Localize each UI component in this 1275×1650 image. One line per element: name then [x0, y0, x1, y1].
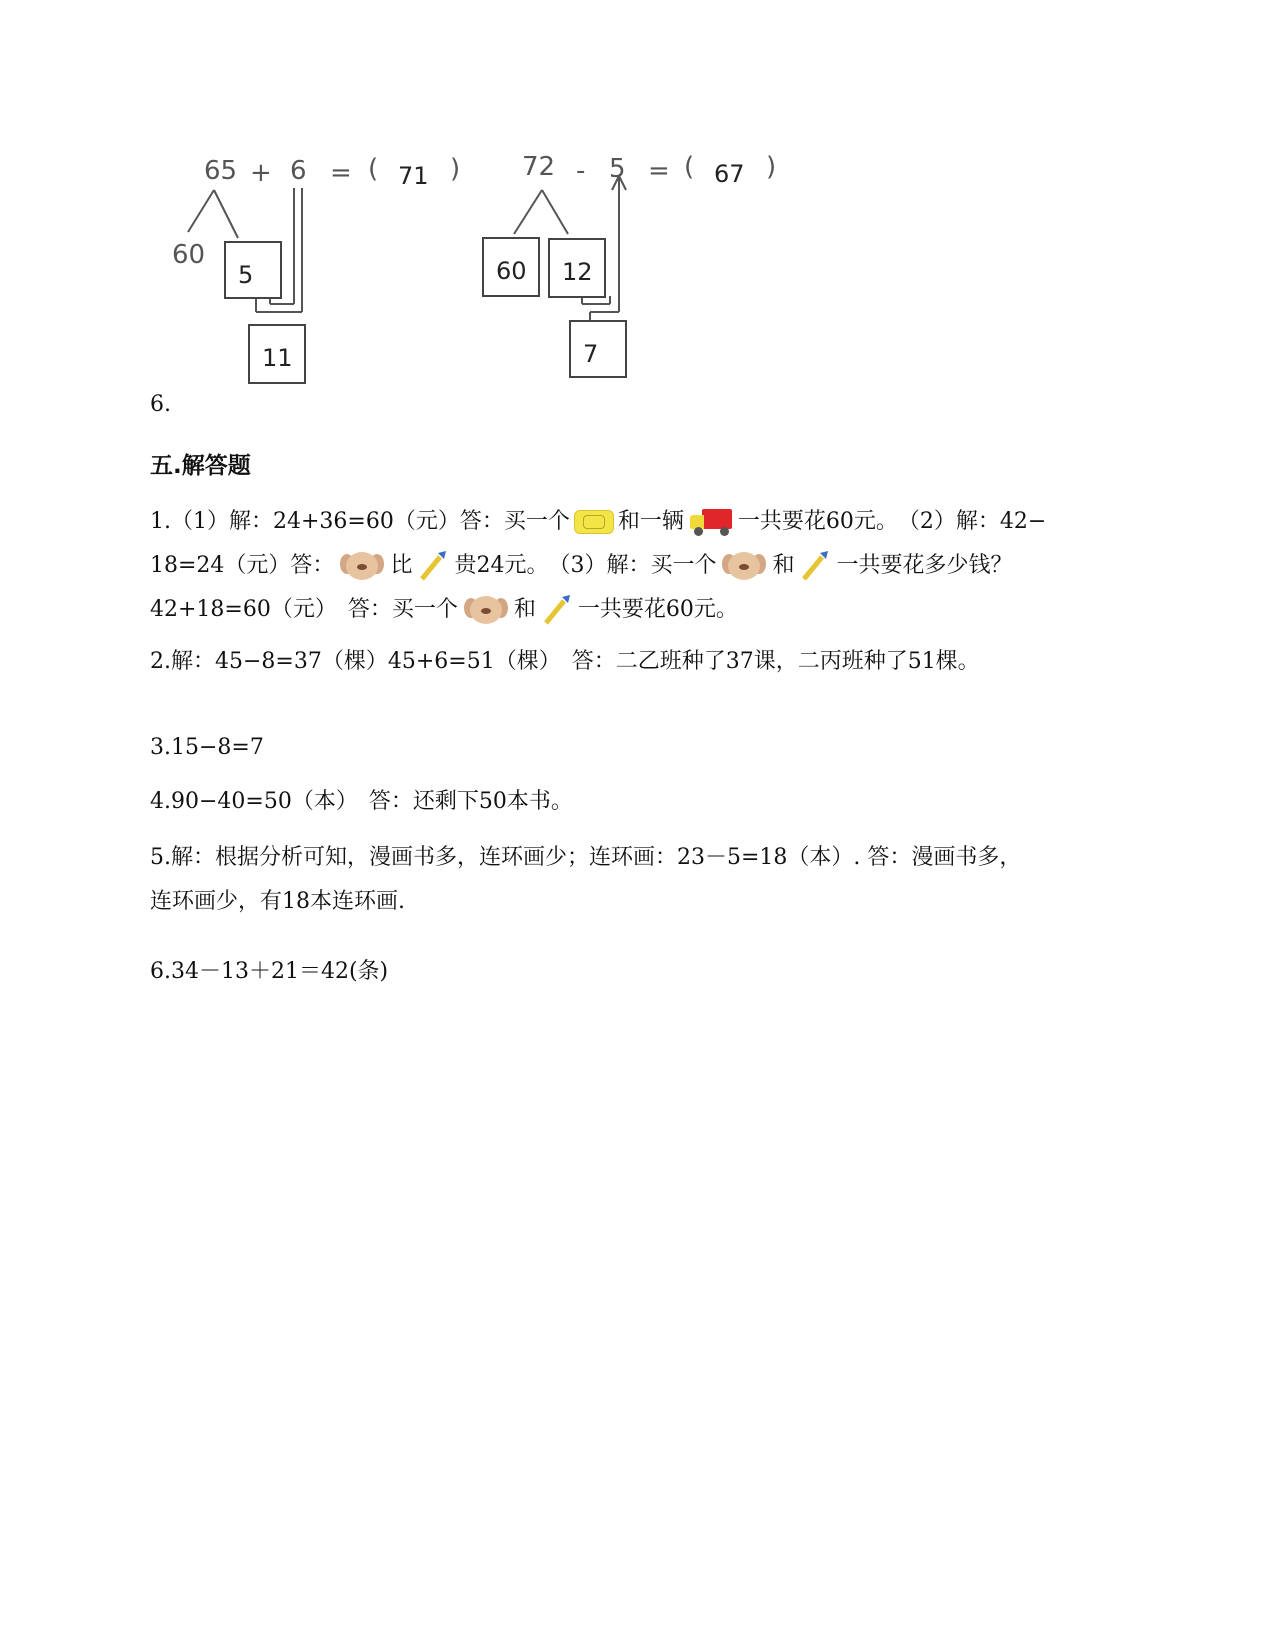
puppy-icon — [462, 592, 510, 628]
left-sum-box: 11 — [248, 324, 306, 384]
answer-5 — [150, 836, 1110, 924]
left-operand-b: 6 — [290, 156, 307, 186]
answer-1-line-1: 1.（1）解：24+36=60（元）答：买一个 和一辆 一共要花60元。 （2）解：42− — [150, 500, 1110, 544]
coin-icon — [574, 510, 614, 534]
answer-3: 3.15−8=7 — [150, 735, 264, 760]
puppy-icon — [338, 548, 386, 584]
puppy-icon — [720, 548, 768, 584]
answer-4: 4.90−40=50（本） 答：还剩下50本书。 — [150, 789, 573, 814]
answer-2: 2.解：45−8=37（棵）45+6=51（棵） 答：二乙班种了37课，二丙班种了51棵。 — [150, 649, 980, 674]
answer-1 — [150, 500, 1110, 632]
left-open-paren: ( — [368, 154, 379, 184]
left-split-value: 60 — [172, 240, 206, 270]
answer-1-line-3: 42+18=60（元） 答：买一个 和 一共要花60元。 — [150, 588, 1110, 632]
left-plus-sign: + — [250, 158, 272, 188]
left-close-paren: ) — [450, 154, 461, 184]
left-equals-sign: = — [330, 158, 352, 188]
section-heading: 五.解答题 — [150, 453, 251, 479]
right-close-paren: ) — [766, 152, 777, 182]
pencil-icon — [798, 549, 832, 583]
answer-6: 6.34－13＋21＝42(条) — [150, 959, 389, 984]
truck-icon — [688, 507, 734, 537]
item-number: 6. — [150, 392, 171, 417]
answer-5-line-2: 连环画少，有18本连环画. — [150, 889, 405, 914]
answer-1-line-2: 18=24（元）答： 比 贵24元。 （3）解：买一个 和 一共要花多少钱？ — [150, 544, 1110, 588]
left-result: 71 — [398, 162, 429, 190]
right-minus-sign: - — [576, 156, 586, 186]
left-operand-a: 65 — [204, 156, 238, 186]
decomposition-figure — [150, 150, 830, 410]
right-operand-b: 5 — [609, 154, 626, 184]
pencil-icon — [540, 593, 574, 627]
left-split-box: 5 — [224, 241, 282, 299]
pencil-icon — [416, 549, 450, 583]
right-result: 67 — [714, 160, 745, 188]
right-split-box-a: 60 — [482, 237, 540, 297]
right-operand-a: 72 — [522, 152, 556, 182]
answer-5-line-1: 5.解：根据分析可知，漫画书多，连环画少；连环画：23－5=18（本）. 答：漫画书多， — [150, 845, 1022, 870]
right-equals-sign: = — [648, 156, 670, 186]
right-diff-box: 7 — [569, 320, 627, 378]
right-open-paren: ( — [684, 152, 695, 182]
right-split-box-b: 12 — [548, 238, 606, 298]
